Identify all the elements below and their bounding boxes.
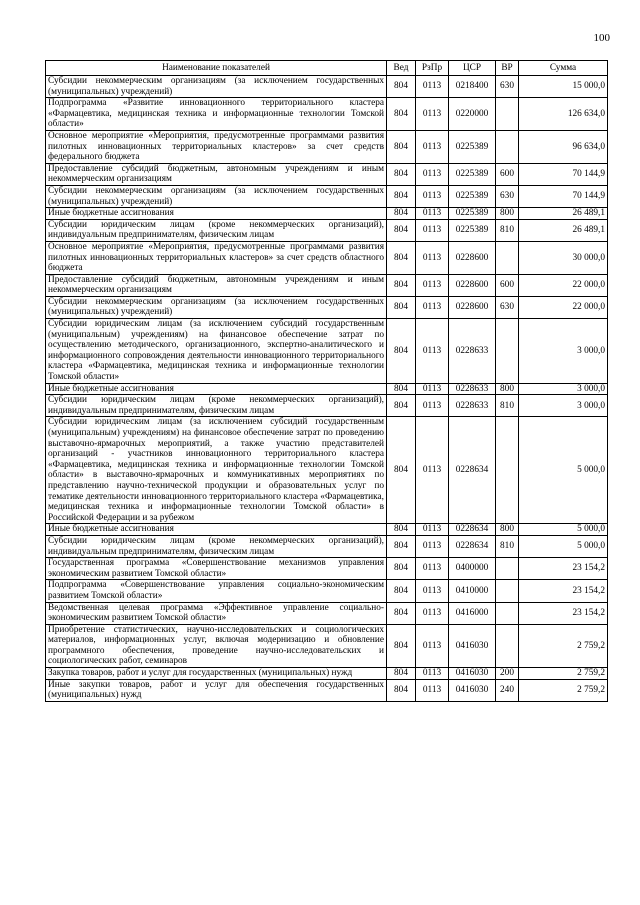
cell-csr: 0416030 [449,679,496,701]
cell-ved: 804 [387,296,416,318]
cell-sum: 2 759,2 [519,679,608,701]
table-row [46,76,608,98]
cell-name: Основное мероприятие «Мероприятия, предусмотренные программами развития пилотных инновационных территориальных кластеров» за счет средств федерального бюджета [46,130,387,163]
cell-name: Ведомственная целевая программа «Эффективное управление социально-экономическим развитием Томской области» [46,602,387,624]
cell-sum: 126 634,0 [519,98,608,131]
cell-sum: 3 000,0 [519,383,608,395]
cell-rzpr: 0113 [416,558,449,580]
column-header-rzpr: РзПр [416,61,449,76]
cell-vr [496,241,519,274]
cell-csr: 0228633 [449,395,496,417]
cell-sum: 5 000,0 [519,535,608,557]
cell-rzpr: 0113 [416,602,449,624]
cell-name: Иные закупки товаров, работ и услуг для обеспечения государственных (муниципальных) нужд [46,679,387,701]
cell-name: Субсидии юридическим лицам (за исключением субсидий государственным (муниципальным) учреждениям) на финансовое обеспечение затрат по проведению выставочно-ярмарочных мероприятий, а также участию представителей организаций - участников инновационного территориального кластера «Фармацевтика, медицинская техника и информационные технологии Томской области» в выставочно-ярмарочных и коммуникативных мероприятиях по представлению научно-технической продукции и образовательных услуг по тематике деятельности инновационного территориального кластера «Фармацевтика, медицинская техника и информационные технологии Томской области» в Российской Федерации и за рубежом [46,417,387,524]
cell-csr: 0225389 [449,219,496,241]
cell-csr: 0410000 [449,580,496,602]
cell-csr: 0228634 [449,524,496,536]
cell-rzpr: 0113 [416,524,449,536]
cell-csr: 0416030 [449,624,496,667]
cell-ved: 804 [387,417,416,524]
cell-vr [496,580,519,602]
cell-sum: 3 000,0 [519,319,608,384]
cell-rzpr: 0113 [416,395,449,417]
cell-rzpr: 0113 [416,76,449,98]
table-row [46,624,608,667]
column-header-sum: Сумма [519,61,608,76]
cell-sum: 2 759,2 [519,624,608,667]
table-row [46,524,608,536]
cell-vr: 600 [496,163,519,185]
cell-csr: 0220000 [449,98,496,131]
cell-ved: 804 [387,624,416,667]
cell-ved: 804 [387,524,416,536]
cell-ved: 804 [387,395,416,417]
table-row [46,417,608,524]
cell-vr: 800 [496,383,519,395]
cell-rzpr: 0113 [416,668,449,680]
cell-csr: 0218400 [449,76,496,98]
cell-name: Субсидии некоммерческим организациям (за исключением государственных (муниципальных) учреждений) [46,296,387,318]
table-row [46,241,608,274]
cell-vr: 810 [496,395,519,417]
cell-vr [496,319,519,384]
cell-csr: 0228634 [449,417,496,524]
cell-ved: 804 [387,98,416,131]
column-header-ved: Вед [387,61,416,76]
table-row [46,163,608,185]
table-row [46,319,608,384]
cell-vr [496,602,519,624]
cell-csr: 0225389 [449,185,496,207]
cell-csr: 0228634 [449,535,496,557]
cell-ved: 804 [387,668,416,680]
cell-name: Государственная программа «Совершенствование механизмов управления экономическим развитием Томской области» [46,558,387,580]
cell-ved: 804 [387,383,416,395]
page-number: 100 [593,32,610,44]
cell-name: Субсидии некоммерческим организациям (за исключением государственных (муниципальных) учреждений) [46,185,387,207]
cell-sum: 70 144,9 [519,163,608,185]
cell-name: Иные бюджетные ассигнования [46,208,387,220]
cell-vr [496,98,519,131]
cell-ved: 804 [387,130,416,163]
cell-csr: 0228633 [449,383,496,395]
table-row [46,219,608,241]
table-row [46,558,608,580]
table-row [46,208,608,220]
cell-rzpr: 0113 [416,417,449,524]
table-row [46,668,608,680]
cell-rzpr: 0113 [416,624,449,667]
column-header-vr: ВР [496,61,519,76]
cell-sum: 3 000,0 [519,395,608,417]
cell-csr: 0228600 [449,274,496,296]
budget-table [45,60,608,702]
cell-sum: 2 759,2 [519,668,608,680]
table-row [46,296,608,318]
cell-rzpr: 0113 [416,208,449,220]
cell-sum: 23 154,2 [519,580,608,602]
cell-name: Субсидии юридическим лицам (кроме некоммерческих организаций), индивидуальным предпринимателям, физическим лицам [46,395,387,417]
cell-sum: 30 000,0 [519,241,608,274]
cell-rzpr: 0113 [416,383,449,395]
cell-csr: 0225389 [449,208,496,220]
table-row [46,383,608,395]
cell-rzpr: 0113 [416,296,449,318]
cell-sum: 23 154,2 [519,602,608,624]
cell-vr: 600 [496,274,519,296]
cell-name: Субсидии юридическим лицам (кроме некоммерческих организаций), индивидуальным предпринимателям, физическим лицам [46,535,387,557]
cell-ved: 804 [387,208,416,220]
cell-name: Иные бюджетные ассигнования [46,524,387,536]
cell-rzpr: 0113 [416,219,449,241]
cell-sum: 5 000,0 [519,417,608,524]
cell-rzpr: 0113 [416,580,449,602]
cell-csr: 0225389 [449,163,496,185]
cell-vr: 630 [496,185,519,207]
cell-sum: 70 144,9 [519,185,608,207]
cell-rzpr: 0113 [416,319,449,384]
cell-vr [496,624,519,667]
cell-vr [496,417,519,524]
cell-csr: 0225389 [449,130,496,163]
cell-name: Подпрограмма «Развитие инновационного территориального кластера «Фармацевтика, медицинская техника и информационные технологии Томской области» [46,98,387,131]
cell-vr: 800 [496,524,519,536]
cell-name: Приобретение статистических, научно-исследовательских и социологических материалов, информационных услуг, включая модернизацию и обновление программного обеспечения, проведение научно-исследовательских и социологических работ, семинаров [46,624,387,667]
cell-vr: 810 [496,535,519,557]
table-row [46,130,608,163]
cell-vr: 810 [496,219,519,241]
cell-ved: 804 [387,274,416,296]
cell-rzpr: 0113 [416,274,449,296]
cell-ved: 804 [387,219,416,241]
cell-ved: 804 [387,535,416,557]
cell-ved: 804 [387,319,416,384]
cell-sum: 22 000,0 [519,296,608,318]
table-row [46,679,608,701]
cell-ved: 804 [387,163,416,185]
table-header-row [46,61,608,76]
cell-rzpr: 0113 [416,679,449,701]
table-row [46,602,608,624]
table-row [46,274,608,296]
cell-ved: 804 [387,185,416,207]
cell-vr: 240 [496,679,519,701]
cell-vr [496,130,519,163]
cell-vr: 200 [496,668,519,680]
column-header-name: Наименование показателей [46,61,387,76]
cell-vr: 630 [496,76,519,98]
cell-sum: 26 489,1 [519,219,608,241]
cell-csr: 0416000 [449,602,496,624]
cell-csr: 0400000 [449,558,496,580]
cell-sum: 15 000,0 [519,76,608,98]
cell-name: Подпрограмма «Совершенствование управления социально-экономическим развитием Томской области» [46,580,387,602]
cell-ved: 804 [387,76,416,98]
table-row [46,395,608,417]
cell-name: Предоставление субсидий бюджетным, автономным учреждениям и иным некоммерческим организациям [46,163,387,185]
cell-csr: 0228600 [449,241,496,274]
cell-vr: 800 [496,208,519,220]
cell-name: Предоставление субсидий бюджетным, автономным учреждениям и иным некоммерческим организациям [46,274,387,296]
cell-rzpr: 0113 [416,241,449,274]
table-row [46,98,608,131]
cell-name: Субсидии юридическим лицам (за исключением субсидий государственным (муниципальным) учреждениям) на финансовое обеспечение затрат по осуществлению методического, организационного, экспертно-аналитического и информационного сопровождения деятельности инновационного территориального кластера «Фармацевтика, медицинская техника и информационные технологии Томской области» [46,319,387,384]
cell-csr: 0228633 [449,319,496,384]
cell-name: Иные бюджетные ассигнования [46,383,387,395]
cell-ved: 804 [387,558,416,580]
cell-sum: 22 000,0 [519,274,608,296]
cell-rzpr: 0113 [416,130,449,163]
cell-csr: 0228600 [449,296,496,318]
cell-ved: 804 [387,602,416,624]
table-row [46,580,608,602]
cell-name: Основное мероприятие «Мероприятия, предусмотренные программами развития пилотных инновационных территориальных кластеров» за счет средств областного бюджета [46,241,387,274]
table-row [46,185,608,207]
cell-sum: 5 000,0 [519,524,608,536]
cell-ved: 804 [387,679,416,701]
cell-sum: 26 489,1 [519,208,608,220]
cell-rzpr: 0113 [416,163,449,185]
cell-name: Субсидии юридическим лицам (кроме некоммерческих организаций), индивидуальным предпринимателям, физическим лицам [46,219,387,241]
cell-sum: 23 154,2 [519,558,608,580]
cell-rzpr: 0113 [416,535,449,557]
cell-ved: 804 [387,580,416,602]
table-row [46,535,608,557]
cell-sum: 96 634,0 [519,130,608,163]
cell-name: Субсидии некоммерческим организациям (за исключением государственных (муниципальных) учреждений) [46,76,387,98]
cell-name: Закупка товаров, работ и услуг для государственных (муниципальных) нужд [46,668,387,680]
cell-vr [496,558,519,580]
cell-ved: 804 [387,241,416,274]
cell-vr: 630 [496,296,519,318]
cell-rzpr: 0113 [416,185,449,207]
cell-csr: 0416030 [449,668,496,680]
column-header-csr: ЦСР [449,61,496,76]
cell-rzpr: 0113 [416,98,449,131]
